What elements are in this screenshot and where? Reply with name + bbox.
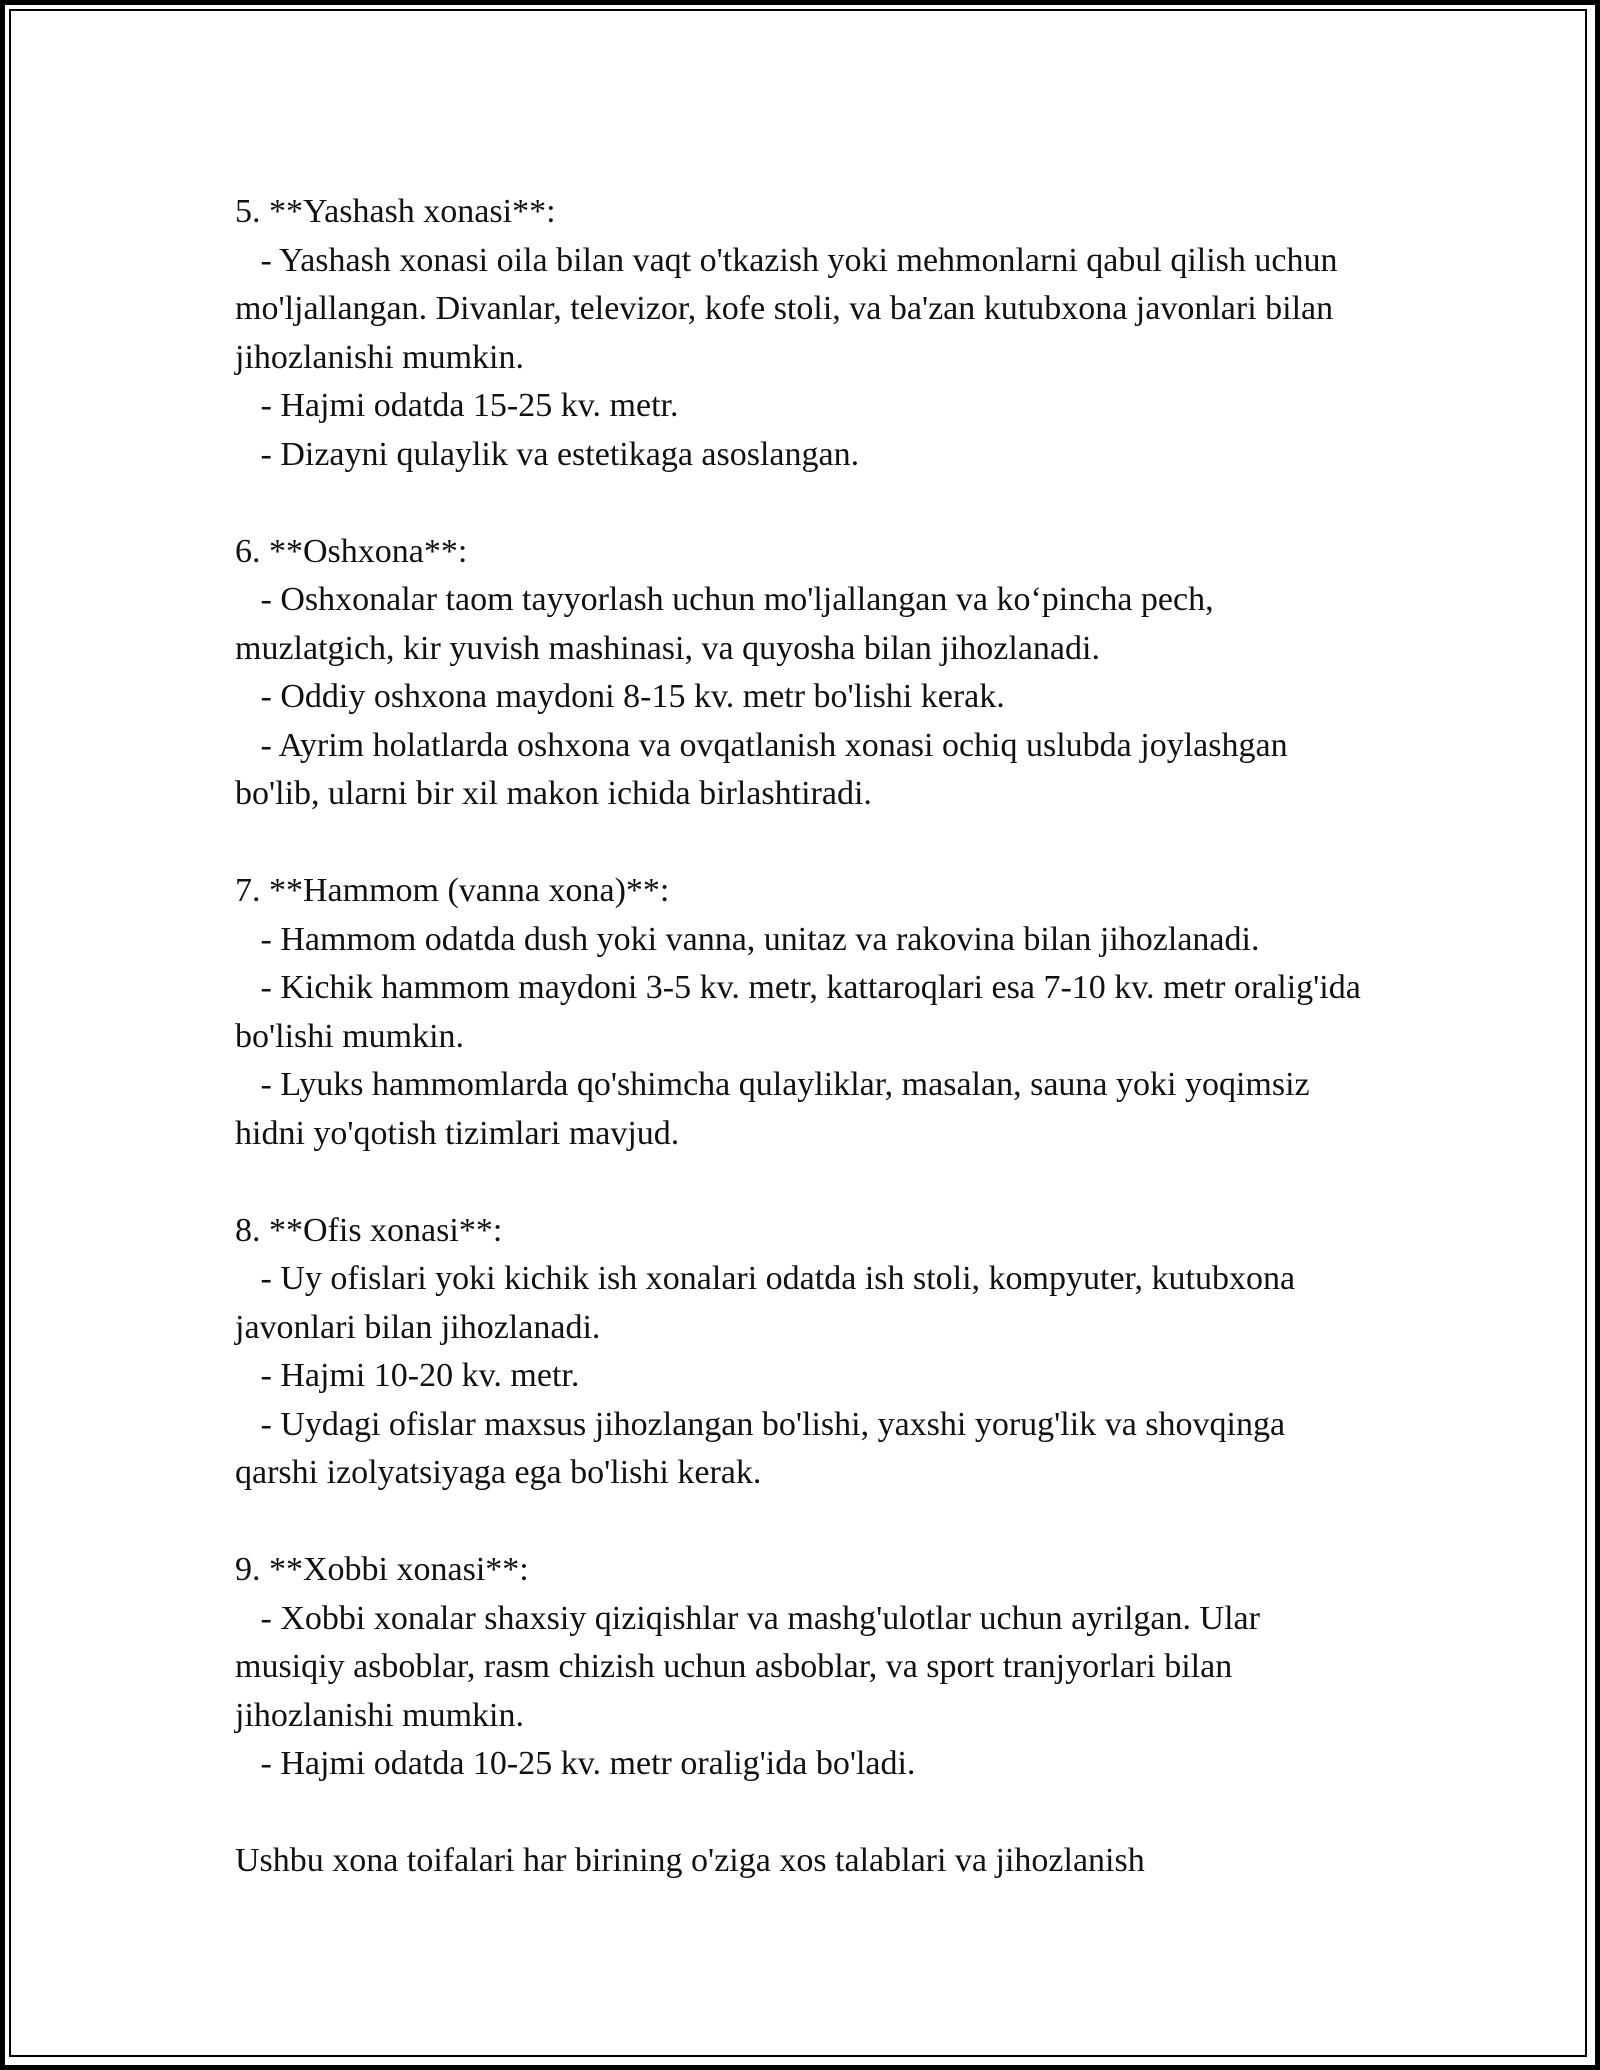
bullet-item: - Ayrim holatlarda oshxona va ovqatlanish xonasi ochiq uslubda joylashgan bo'lib, ularni bir xil makon ichida birlashtiradi. (235, 726, 1297, 812)
bullet-item: - Oddiy oshxona maydoni 8-15 kv. metr bo'lishi kerak. (235, 678, 1005, 715)
bullet-item: - Uy ofislari yoki kichik ish xonalari odatda ish stoli, kompyuter, kutubxona javonlari bilan jihozlanadi. (235, 1260, 1304, 1346)
section-heading: 7. **Hammom (vanna xona)**: (235, 872, 670, 909)
document-body (235, 188, 1375, 1886)
bullet-item: - Hajmi odatda 10-25 kv. metr oralig'ida bo'ladi. (235, 1745, 916, 1782)
bullet-item: - Lyuks hammomlarda qo'shimcha qulayliklar, masalan, sauna yoki yoqimsiz hidni yo'qotish tizimlari mavjud. (235, 1066, 1319, 1152)
section-heading: 9. **Xobbi xonasi**: (235, 1551, 529, 1588)
bullet-item: - Xobbi xonalar shaxsiy qiziqishlar va mashg'ulotlar uchun ayrilgan. Ular musiqiy asboblar, rasm chizish uchun asboblar, va sport tranjyorlari bilan jihozlanishi mumkin. (235, 1599, 1269, 1734)
section-ofis-xonasi (235, 1207, 1375, 1498)
section-xobbi-xonasi (235, 1546, 1375, 1789)
bullet-item: - Hammom odatda dush yoki vanna, unitaz va rakovina bilan jihozlanadi. (235, 920, 1260, 958)
bullet-item: - Oshxonalar taom tayyorlash uchun mo'ljallangan va ko‘pincha pech, muzlatgich, kir yuvish mashinasi, va quyosha bilan jihozlanadi. (235, 581, 1223, 667)
bullet-item: - Uydagi ofislar maxsus jihozlangan bo'lishi, yaxshi yorug'lik va shovqinga qarshi izolyatsiyaga ega bo'lishi kerak. (235, 1405, 1294, 1491)
section-yashash-xonasi (235, 188, 1375, 479)
bullet-item: - Kichik hammom maydoni 3-5 kv. metr, kattaroqlari esa 7-10 kv. metr oralig'ida bo'lishi mumkin. (235, 969, 1370, 1055)
section-oshxona (235, 528, 1375, 819)
section-hammom (235, 867, 1375, 1158)
bullet-item: - Hajmi 10-20 kv. metr. (235, 1357, 580, 1394)
section-heading: 5. **Yashash xonasi**: (235, 193, 556, 230)
section-heading: 6. **Oshxona**: (235, 532, 468, 570)
bullet-item: - Dizayni qulaylik va estetikaga asoslangan. (235, 435, 860, 473)
bullet-item: - Yashash xonasi oila bilan vaqt o'tkazish yoki mehmonlarni qabul qilish uchun mo'ljallangan. Divanlar, televizor, kofe stoli, va ba'zan kutubxona javonlari bilan jihozlanishi mumkin. (235, 241, 1346, 376)
bullet-item: - Hajmi odatda 15-25 kv. metr. (235, 387, 679, 424)
section-heading: 8. **Ofis xonasi**: (235, 1211, 503, 1249)
closing-paragraph: Ushbu xona toifalari har birining o'ziga xos talablari va jihozlanish (235, 1842, 1145, 1879)
